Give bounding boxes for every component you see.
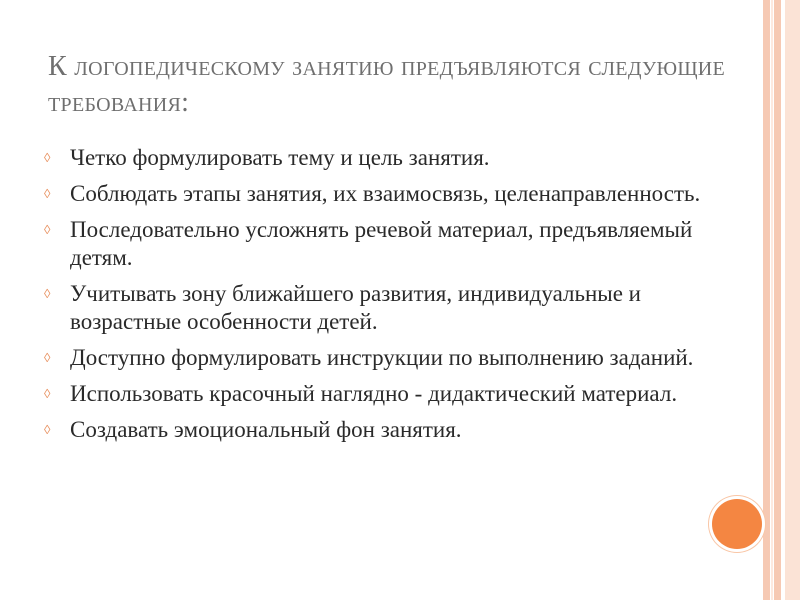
decorative-stripe [763,0,770,600]
list-item-text: Последовательно усложнять речевой материал, предъявляемый детям. [70,217,693,270]
decorative-stripe [785,0,800,600]
bullet-icon: ◊ [44,386,51,401]
bullet-list [42,144,732,452]
list-item [42,416,732,444]
list-item [42,344,732,372]
title-line: К логопедическому занятию предъявляются следующие [48,50,726,82]
bullet-icon: ◊ [44,222,51,237]
bullet-icon: ◊ [44,422,51,437]
list-item-text: Учитывать зону ближайшего развития, индивидуальные и возрастные особенности детей. [70,281,641,334]
decorative-stripe [771,0,773,600]
bullet-icon: ◊ [44,286,51,301]
decorative-circle-icon [712,499,762,549]
slide-title [48,49,748,121]
list-item-text: Четко формулировать тему и цель занятия. [70,145,490,170]
list-item [42,380,732,408]
list-item-text: Создавать эмоциональный фон занятия. [70,417,462,442]
bullet-icon: ◊ [44,150,51,165]
list-item [42,216,732,272]
bullet-icon: ◊ [44,186,51,201]
list-item-text: Доступно формулировать инструкции по выполнению заданий. [70,345,694,370]
list-item [42,280,732,336]
bullet-icon: ◊ [44,350,51,365]
list-item [42,180,732,208]
list-item-text: Использовать красочный наглядно - дидактический материал. [70,381,678,406]
decorative-stripe [774,0,781,600]
title-line: требования: [48,86,190,118]
list-item-text: Соблюдать этапы занятия, их взаимосвязь, целенаправленность. [70,181,701,206]
list-item [42,144,732,172]
